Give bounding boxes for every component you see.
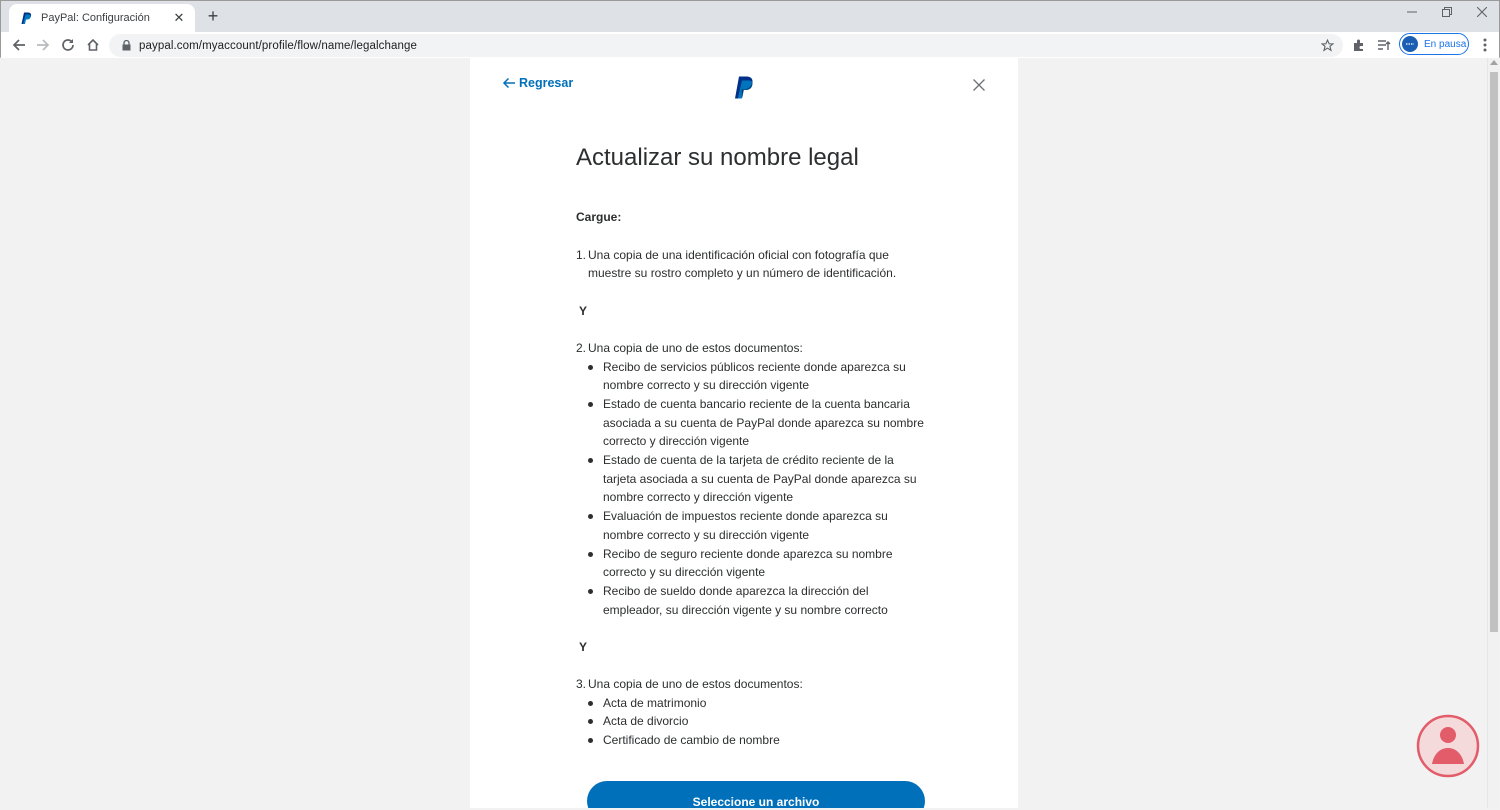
page-title: Actualizar su nombre legal bbox=[576, 144, 859, 171]
scrollbar[interactable] bbox=[1487, 58, 1499, 808]
page-viewport bbox=[1, 58, 1487, 808]
separator-and: Y bbox=[579, 303, 588, 318]
separator-and: Y bbox=[579, 639, 588, 654]
star-icon[interactable] bbox=[1319, 37, 1335, 53]
reload-icon[interactable] bbox=[58, 35, 78, 55]
requirement-item-2 bbox=[576, 339, 926, 358]
list-item: Recibo de sueldo donde aparezca la dirección del empleador, su dirección vigente y su nombre correcto bbox=[603, 582, 926, 619]
url-text: paypal.com/myaccount/profile/flow/name/legalchange bbox=[139, 39, 417, 52]
scrollbar-thumb[interactable] bbox=[1490, 72, 1498, 632]
avatar bbox=[1402, 36, 1418, 52]
forward-arrow-icon[interactable] bbox=[33, 35, 53, 55]
list-item: Acta de divorcio bbox=[603, 712, 926, 731]
back-arrow-icon[interactable] bbox=[9, 35, 29, 55]
requirement-item-1 bbox=[576, 246, 926, 283]
document-list-2 bbox=[576, 358, 926, 620]
list-item: Estado de cuenta de la tarjeta de crédito reciente de la tarjeta asociada a su cuenta de PayPal donde aparezca su nombre correcto y dirección vigente bbox=[603, 451, 926, 507]
upload-lead: Cargue: bbox=[576, 210, 622, 224]
back-link-label: Regresar bbox=[519, 76, 574, 90]
new-tab-button[interactable]: + bbox=[207, 6, 219, 26]
item-text: Una copia de uno de estos documentos: bbox=[588, 340, 803, 355]
minimize-icon[interactable] bbox=[1402, 5, 1422, 20]
select-file-button[interactable]: Seleccione un archivo bbox=[587, 781, 925, 808]
window-close-icon[interactable] bbox=[1472, 5, 1492, 20]
arrow-left-icon bbox=[502, 77, 516, 89]
close-icon[interactable] bbox=[973, 78, 985, 96]
requirement-item-3 bbox=[576, 675, 926, 694]
kebab-menu-icon[interactable] bbox=[1475, 35, 1495, 55]
document-list-3 bbox=[576, 694, 926, 750]
item-text: Una copia de una identificación oficial con fotografía que muestre su rostro completo y un número de identificación. bbox=[588, 247, 897, 281]
extensions-icon[interactable] bbox=[1349, 35, 1369, 55]
list-item: Evaluación de impuestos reciente donde aparezca su nombre correcto y su dirección vigente bbox=[603, 507, 926, 544]
list-item: Recibo de seguro reciente donde aparezca su nombre correcto y su dirección vigente bbox=[603, 545, 926, 582]
list-item: Certificado de cambio de nombre bbox=[603, 731, 926, 750]
browser-tab[interactable] bbox=[9, 4, 195, 32]
browser-toolbar bbox=[1, 32, 1499, 58]
browser-window bbox=[0, 0, 1500, 58]
list-item: Acta de matrimonio bbox=[603, 694, 926, 713]
paypal-favicon-icon bbox=[19, 11, 33, 25]
home-icon[interactable] bbox=[83, 35, 103, 55]
scroll-up-arrow-icon[interactable] bbox=[1490, 60, 1498, 65]
reading-list-icon[interactable] bbox=[1374, 35, 1394, 55]
profile-button[interactable] bbox=[1399, 33, 1469, 55]
list-item: Recibo de servicios públicos reciente donde aparezca su nombre correcto y su dirección vigente bbox=[603, 358, 926, 395]
requirements-content bbox=[576, 208, 926, 750]
legal-name-card bbox=[470, 58, 1018, 808]
tab-close-icon[interactable]: ✕ bbox=[173, 10, 185, 25]
item-number: 2. bbox=[576, 340, 587, 355]
back-link[interactable] bbox=[502, 76, 573, 90]
list-item: Estado de cuenta bancario reciente de la cuenta bancaria asociada a su cuenta de PayPal donde aparezca su nombre correcto y dirección vigente bbox=[603, 395, 926, 451]
profile-status: En pausa bbox=[1424, 38, 1467, 50]
item-number: 1. bbox=[576, 247, 587, 262]
lock-icon[interactable] bbox=[119, 39, 133, 53]
paypal-logo-icon bbox=[734, 76, 754, 105]
address-bar[interactable] bbox=[109, 34, 1343, 57]
item-text: Una copia de uno de estos documentos: bbox=[588, 677, 803, 692]
watermark-logo-icon bbox=[1402, 712, 1494, 808]
restore-icon[interactable] bbox=[1437, 5, 1457, 20]
tab-strip bbox=[1, 1, 1499, 32]
tab-title: PayPal: Configuración bbox=[41, 12, 150, 24]
item-number: 3. bbox=[576, 677, 587, 692]
